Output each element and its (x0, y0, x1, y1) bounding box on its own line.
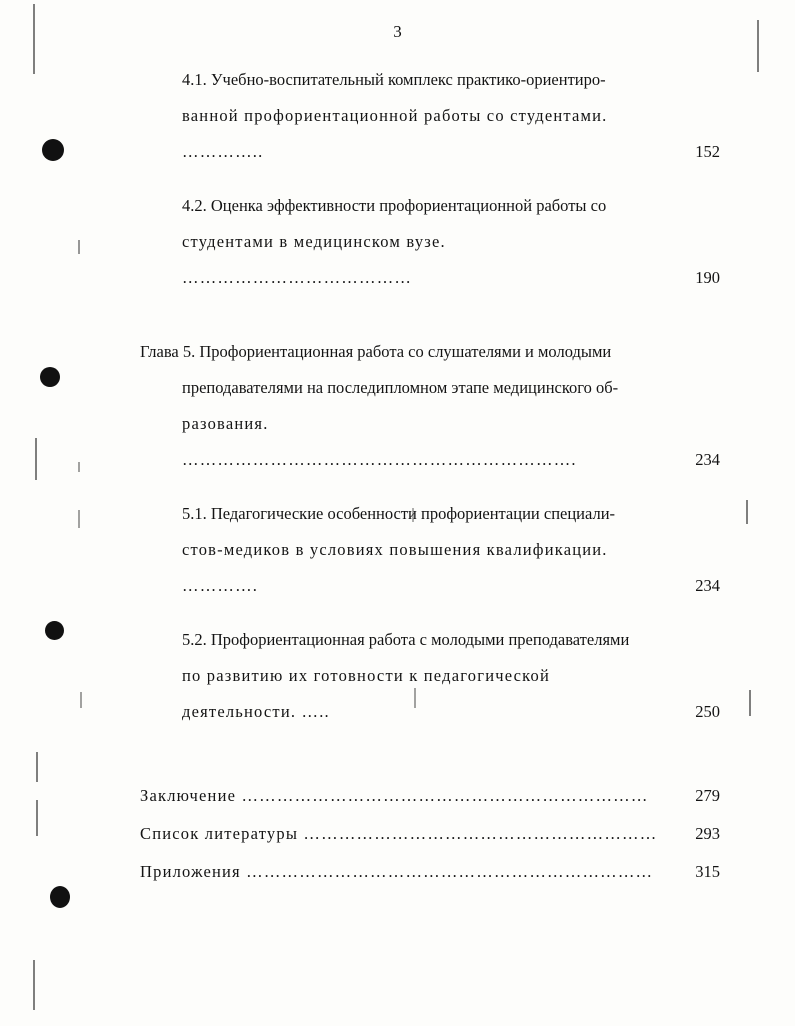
toc-entry-5-1[interactable] (140, 496, 720, 604)
toc-entry-line: разования. …………………………………………………………. (182, 414, 577, 469)
toc-page-number: 234 (695, 576, 720, 595)
toc-entry-line: 5.2. Профориентационная работа с молодыми преподавателями (182, 630, 630, 649)
punch-hole-mark-2 (40, 367, 60, 387)
toc-page-number: 234 (695, 450, 720, 469)
scan-edge-right-3 (749, 690, 751, 716)
scan-speck-4 (80, 692, 82, 708)
toc-page-number: 152 (695, 142, 720, 161)
scan-edge-left-4 (36, 800, 38, 836)
toc-page-number: 250 (695, 702, 720, 721)
scan-edge-left-2 (35, 438, 37, 480)
toc-entry-4-2[interactable] (140, 188, 720, 296)
section-spacer (140, 748, 720, 778)
scan-edge-right-2 (746, 500, 748, 524)
toc-entry-line: по развитию их готовности к педагогической деятельности. ….. (182, 666, 551, 721)
punch-hole-mark-3 (45, 621, 64, 640)
section-spacer (140, 314, 720, 334)
toc-entry-line: 4.1. Учебно-воспитательный комплекс практико-ориентиро- (182, 70, 606, 89)
scan-speck-3 (78, 510, 80, 528)
page-number: 3 (393, 22, 402, 41)
table-of-contents (140, 62, 720, 892)
scan-edge-left-3 (36, 752, 38, 782)
toc-entry-line: стов-медиков в условиях повышения квалификации. …………. (182, 540, 608, 595)
toc-entry-conclusion[interactable] (140, 778, 720, 814)
punch-hole-mark-4 (50, 886, 70, 908)
scan-speck-1 (78, 240, 80, 254)
toc-entry-label: Заключение …………………………………………………………… (140, 786, 649, 805)
toc-entry-label: Список литературы …………………………………………………… (140, 824, 658, 843)
toc-entry-4-1[interactable] (140, 62, 720, 170)
toc-entry-line: преподавателями на последипломном этапе медицинского об- (182, 378, 619, 397)
toc-entry-label: Приложения …………………………………………………………… (140, 862, 654, 881)
punch-hole-mark-1 (42, 139, 64, 161)
scan-edge-left-5 (33, 960, 35, 1010)
scan-speck-2 (78, 462, 80, 472)
toc-entry-references[interactable] (140, 816, 720, 852)
toc-entry-line: студентами в медицинском вузе. ………………………………… (182, 232, 446, 287)
toc-page-number: 315 (695, 862, 720, 881)
toc-page-number: 190 (695, 268, 720, 287)
toc-entry-line: 4.2. Оценка эффективности профориентационной работы со (182, 196, 607, 215)
toc-entry-chapter-5[interactable] (140, 334, 720, 478)
toc-page-number: 293 (695, 824, 720, 843)
toc-entry-appendices[interactable] (140, 854, 720, 890)
toc-page-number: 279 (695, 786, 720, 805)
toc-entry-line: 5.1. Педагогические особенности профориентации специали- (182, 504, 616, 523)
toc-entry-line: ванной профориентационной работы со студентами. ………….. (182, 106, 608, 161)
toc-entry-5-2[interactable] (140, 622, 720, 730)
toc-entry-line: Глава 5. Профориентационная работа со слушателями и молодыми (140, 342, 612, 361)
